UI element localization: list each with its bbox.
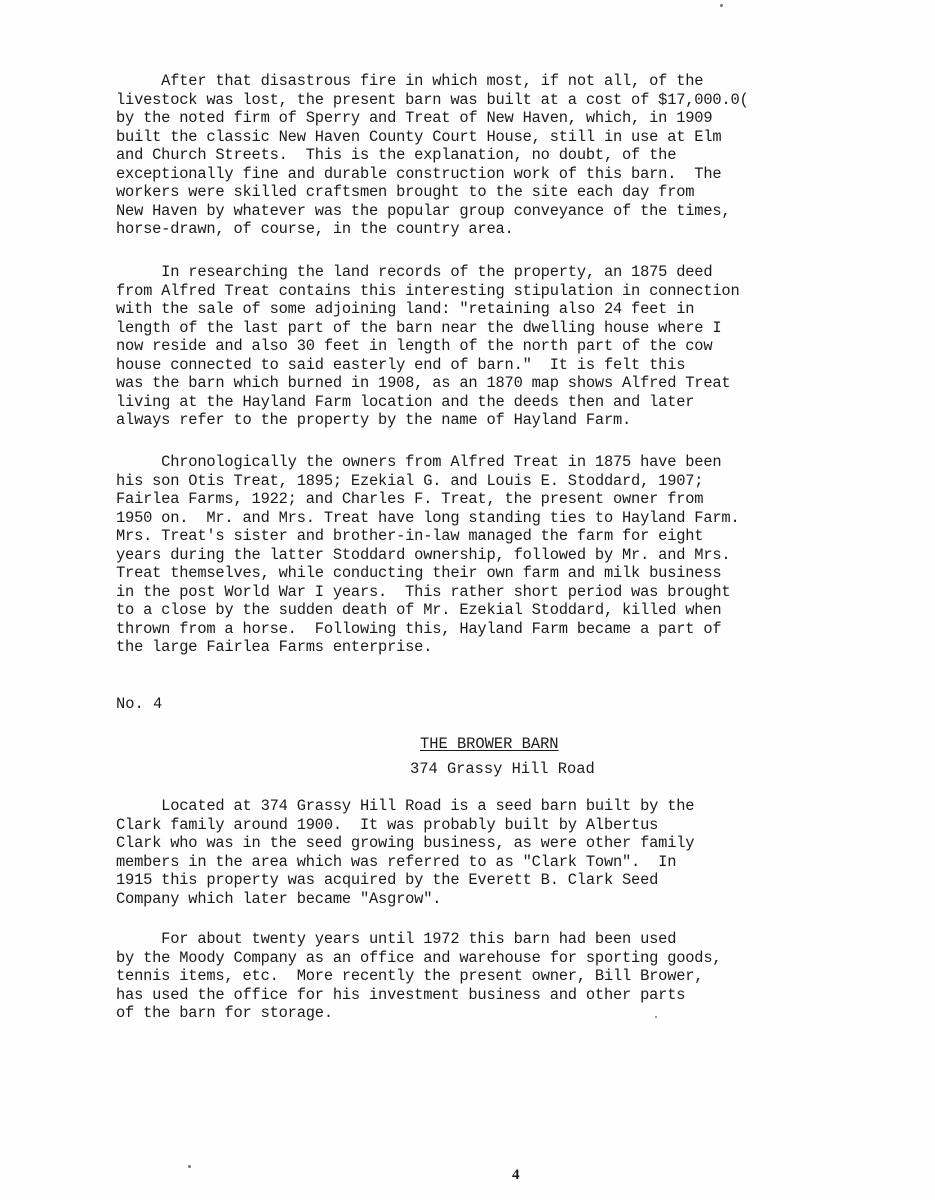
text-line: For about twenty years until 1972 this barn had been used xyxy=(116,930,677,948)
text-line: Fairlea Farms, 1922; and Charles F. Treat, the present owner from xyxy=(116,490,704,508)
section-title: THE BROWER BARN xyxy=(420,735,559,753)
paragraph-fire xyxy=(116,72,896,239)
text-line: in the post World War I years. This rather short period was brought xyxy=(116,582,731,601)
section-address: 374 Grassy Hill Road xyxy=(410,760,595,778)
text-line: living at the Hayland Farm location and the deeds then and later xyxy=(116,392,695,411)
text-line: house connected to said easterly end of barn." It is felt this xyxy=(116,355,686,374)
text-line: Company which later became "Asgrow". xyxy=(116,889,442,908)
text-line: horse-drawn, of course, in the country area. xyxy=(116,220,514,238)
text-line: Located at 374 Grassy Hill Road is a seed barn built by the xyxy=(116,797,695,815)
text-line: Chronologically the owners from Alfred Treat in 1875 have been xyxy=(116,453,722,471)
text-line: New Haven by whatever was the popular group conveyance of the times, xyxy=(116,201,731,220)
text-line: years during the latter Stoddard ownership, followed by Mr. and Mrs. xyxy=(116,545,731,564)
paragraph-brower-origin xyxy=(116,797,896,908)
text-line: Mrs. Treat's sister and brother-in-law managed the farm for eight xyxy=(116,527,704,545)
scan-speck xyxy=(188,1165,191,1168)
text-line: thrown from a horse. Following this, Hayland Farm became a part of xyxy=(116,619,722,638)
text-line: to a close by the sudden death of Mr. Ezekial Stoddard, killed when xyxy=(116,601,722,619)
text-line: was the barn which burned in 1908, as an 1870 map shows Alfred Treat xyxy=(116,374,731,392)
text-line: has used the office for his investment business and other parts xyxy=(116,985,686,1004)
text-line: exceptionally fine and durable construction work of this barn. The xyxy=(116,164,722,183)
text-line: built the classic New Haven County Court House, still in use at Elm xyxy=(116,127,722,146)
text-line: Clark who was in the seed growing business, as were other family xyxy=(116,834,695,852)
text-line: of the barn for storage. xyxy=(116,1004,333,1022)
text-line: always refer to the property by the name of Hayland Farm. xyxy=(116,411,632,429)
text-line: livestock was lost, the present barn was built at a cost of $17,000.0( xyxy=(116,90,749,109)
paragraph-land-records xyxy=(116,263,896,430)
text-line: now reside and also 30 feet in length of the north part of the cow xyxy=(116,337,713,355)
paragraph-brower-usage xyxy=(116,930,896,1023)
text-line: by the Moody Company as an office and warehouse for sporting goods, xyxy=(116,948,722,967)
section-number: No. 4 xyxy=(116,695,163,713)
text-line: tennis items, etc. More recently the present owner, Bill Brower, xyxy=(116,967,704,985)
text-line: the large Fairlea Farms enterprise. xyxy=(116,638,433,656)
text-line: In researching the land records of the property, an 1875 deed xyxy=(116,263,713,281)
text-line: by the noted firm of Sperry and Treat of New Haven, which, in 1909 xyxy=(116,109,713,127)
text-line: 1950 on. Mr. and Mrs. Treat have long standing ties to Hayland Farm. xyxy=(116,508,740,527)
text-line: workers were skilled craftsmen brought to the site each day from xyxy=(116,183,695,201)
text-line: with the sale of some adjoining land: "retaining also 24 feet in xyxy=(116,300,695,318)
text-line: 1915 this property was acquired by the Everett B. Clark Seed xyxy=(116,871,659,889)
text-line: Treat themselves, while conducting their own farm and milk business xyxy=(116,564,722,582)
text-line: Clark family around 1900. It was probably built by Albertus xyxy=(116,815,659,834)
text-line: and Church Streets. This is the explanation, no doubt, of the xyxy=(116,146,677,164)
scan-speck xyxy=(720,4,723,7)
text-line: length of the last part of the barn near the dwelling house where I xyxy=(116,318,722,337)
text-line: After that disastrous fire in which most, if not all, of the xyxy=(116,72,704,90)
text-line: members in the area which was referred to as "Clark Town". In xyxy=(116,852,677,871)
scan-speck xyxy=(655,1016,657,1018)
paragraph-owners xyxy=(116,453,896,657)
text-line: from Alfred Treat contains this interesting stipulation in connection xyxy=(116,281,740,300)
page-number: 4 xyxy=(512,1167,520,1183)
text-line: his son Otis Treat, 1895; Ezekial G. and Louis E. Stoddard, 1907; xyxy=(116,471,704,490)
